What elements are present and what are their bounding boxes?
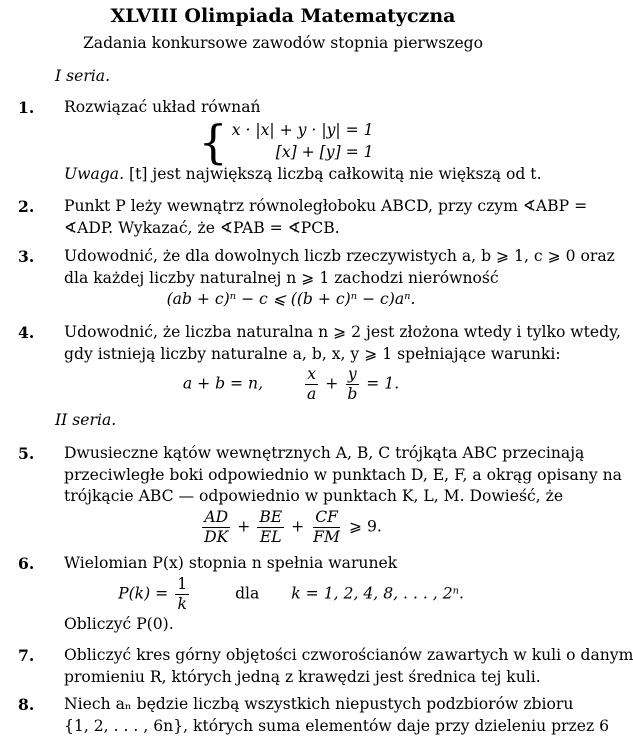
- problem-number: 3.: [18, 247, 35, 266]
- fraction-numerator: BE: [259, 507, 283, 526]
- formula-tail: ⩾ 9.: [348, 517, 382, 535]
- problem-text: Obliczyć kres górny objętości czworościanów zawartych w kuli o danym: [64, 646, 633, 664]
- problem-text: przeciwległe boki odpowiednio w punktach D, E, F, a okrąg opisany na: [64, 465, 622, 484]
- document-title: XLVIII Olimpiada Matematyczna: [110, 5, 456, 27]
- fraction-denominator: DK: [204, 527, 229, 546]
- problem-text: Udowodnić, że liczba naturalna n ⩾ 2 jest złożona wtedy i tylko wtedy,: [64, 323, 621, 341]
- plus-sign: +: [325, 374, 339, 393]
- document-subtitle: Zadania konkursowe zawodów stopnia pierwszego: [82, 34, 484, 52]
- problem-number: 2.: [18, 197, 35, 216]
- problem-text: ∢ADP. Wykazać, że ∢PAB = ∢PCB.: [64, 218, 340, 237]
- formula-part: = 1.: [366, 374, 400, 393]
- fraction-numerator: x: [307, 365, 317, 383]
- problem-text: {1, 2, . . . , 6n}, których suma elementów daje przy dzieleniu przez 6: [64, 716, 610, 735]
- note-label: Uwaga.: [64, 164, 125, 183]
- problem-7: [18, 645, 633, 688]
- problem-text: gdy istnieją liczby naturalne a, b, x, y ⩾ 1 spełniające warunki:: [64, 344, 561, 363]
- equation-system: [14, 114, 558, 169]
- left-brace: {: [198, 114, 228, 169]
- problem-number: 8.: [18, 695, 35, 714]
- problem-number: 6.: [18, 554, 35, 573]
- condition-formula: [24, 365, 558, 404]
- problem-note: [64, 164, 558, 186]
- formula-part: a + b = n,: [182, 374, 264, 393]
- series-heading-2: II seria.: [55, 411, 117, 429]
- equation: [x] + [y] = 1: [275, 142, 374, 161]
- formula-word: dla: [235, 584, 260, 602]
- fraction-denominator: EL: [259, 527, 282, 546]
- problem-text: Udowodnić, że dla dowolnych liczb rzeczywistych a, b ⩾ 1, c ⩾ 0 oraz: [64, 247, 615, 265]
- problem-4: [18, 322, 621, 404]
- problem-8: [18, 694, 610, 737]
- problem-text: promieniu R, których jedną z krawędzi jest średnica tej kuli.: [64, 667, 541, 686]
- problem-number: 1.: [18, 98, 35, 117]
- problem-text: Dwusieczne kątów wewnętrznych A, B, C trójkąta ABC przecinają: [64, 444, 585, 462]
- problem-3: [18, 246, 615, 311]
- problem-5: [18, 443, 622, 547]
- problem-number: 4.: [18, 323, 35, 342]
- fraction: [257, 508, 284, 547]
- inequality-formula: (ab + c)ⁿ − c ⩽ ((b + c)ⁿ − c)aⁿ.: [166, 290, 416, 308]
- fraction: [175, 575, 189, 614]
- problem-text: Obliczyć P(0).: [64, 614, 174, 633]
- fraction: [311, 508, 342, 547]
- fraction-denominator: k: [177, 594, 187, 613]
- ratio-inequality: [24, 508, 558, 547]
- fraction-denominator: b: [347, 385, 358, 403]
- fraction-denominator: FM: [313, 527, 340, 546]
- fraction-numerator: CF: [315, 507, 338, 526]
- formula-part: k = 1, 2, 4, 8, . . . , 2ⁿ.: [291, 584, 464, 602]
- fraction: [305, 365, 318, 404]
- fraction: [345, 365, 359, 404]
- problem-2: [18, 196, 588, 239]
- series-heading-1: I seria.: [55, 67, 111, 85]
- problem-text: trójkącie ABC — odpowiednio w punktach K, L, M. Dowieść, że: [64, 487, 564, 505]
- problem-number: 7.: [18, 646, 35, 665]
- fraction-denominator: a: [307, 385, 317, 403]
- problem-1: [18, 97, 558, 185]
- formula-part: P(k) =: [118, 584, 169, 602]
- problem-text: Wielomian P(x) stopnia n spełnia warunek: [64, 554, 398, 572]
- plus-sign: +: [291, 517, 305, 535]
- fraction-numerator: y: [347, 365, 357, 383]
- problem-text: dla każdej liczby naturalnej n ⩾ 1 zachodzi nierówność: [64, 268, 499, 287]
- fraction: [202, 508, 230, 547]
- equation: x · |x| + y · |y| = 1: [231, 121, 374, 139]
- problem-6: [18, 553, 558, 635]
- problem-number: 5.: [18, 444, 35, 463]
- plus-sign: +: [237, 517, 251, 535]
- problem-text: Rozwiązać układ równań: [64, 98, 261, 116]
- note-text: [t] jest największą liczbą całkowitą nie większą od t.: [129, 164, 542, 183]
- fraction-numerator: 1: [177, 574, 188, 593]
- problem-text: Punkt P leży wewnątrz równoległoboku ABCD, przy czym ∢ABP =: [64, 197, 588, 215]
- problem-text: Niech aₙ będzie liczbą wszystkich niepustych podzbiorów zbioru: [64, 695, 574, 713]
- polynomial-condition: [24, 575, 558, 614]
- fraction-numerator: AD: [204, 507, 229, 526]
